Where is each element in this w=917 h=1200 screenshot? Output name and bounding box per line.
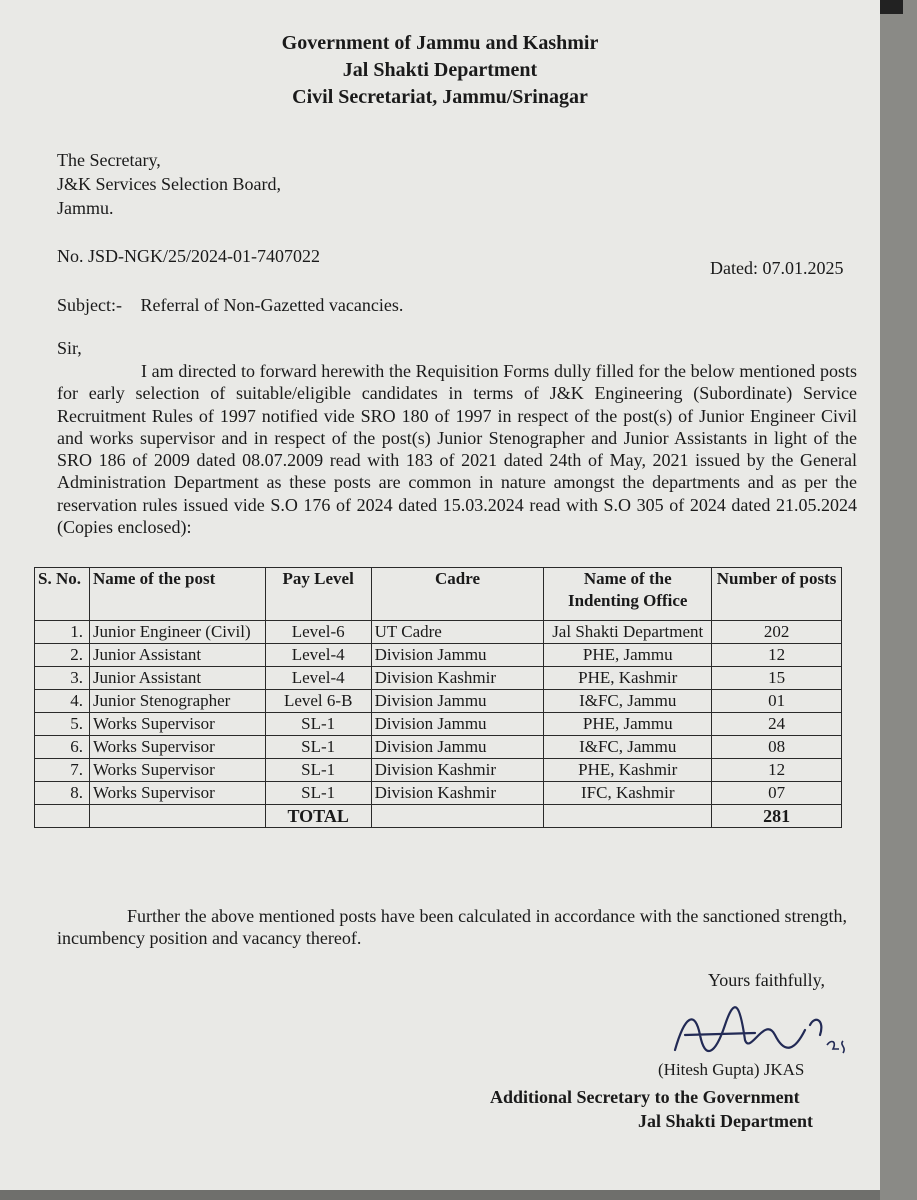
subject-text: Referral of Non-Gazetted vacancies.: [140, 295, 404, 315]
cell-sno: 2.: [35, 644, 90, 667]
cell-count: 12: [712, 644, 842, 667]
subject-line: [57, 295, 403, 316]
cell-cadre: Division Jammu: [371, 690, 544, 713]
cell-count: 08: [712, 736, 842, 759]
reference-number: No. JSD-NGK/25/2024-01-7407022: [57, 246, 320, 266]
cell-sno: 1.: [35, 621, 90, 644]
designation-block: [490, 1085, 840, 1133]
cell-cadre: Division Jammu: [371, 713, 544, 736]
cell-cadre: UT Cadre: [371, 621, 544, 644]
col-header-count: Number of posts: [712, 568, 842, 621]
table-row: [35, 782, 842, 805]
cell-sno: 3.: [35, 667, 90, 690]
letterhead-department: Jal Shakti Department: [342, 59, 538, 81]
cell-pay: Level-4: [265, 667, 371, 690]
cell-sno: 6.: [35, 736, 90, 759]
cell-office: Jal Shakti Department: [544, 621, 712, 644]
cell-office: PHE, Jammu: [544, 644, 712, 667]
cell-cadre: Division Kashmir: [371, 759, 544, 782]
cell-count: 202: [712, 621, 842, 644]
total-value: 281: [712, 805, 842, 828]
table-cell: [544, 805, 712, 828]
cell-count: 15: [712, 667, 842, 690]
signatory-name: (Hitesh Gupta) JKAS: [658, 1060, 805, 1079]
table-row: [35, 667, 842, 690]
table-row: [35, 621, 842, 644]
table-cell: [371, 805, 544, 828]
cell-cadre: Division Jammu: [371, 736, 544, 759]
table-cell: [89, 805, 265, 828]
cell-pay: SL-1: [265, 736, 371, 759]
cell-post: Works Supervisor: [89, 782, 265, 805]
cell-pay: SL-1: [265, 713, 371, 736]
col-header-pay: Pay Level: [265, 568, 371, 621]
letterhead-government: Government of Jammu and Kashmir: [281, 32, 599, 54]
cell-post: Works Supervisor: [89, 736, 265, 759]
cell-post: Junior Assistant: [89, 644, 265, 667]
cell-sno: 8.: [35, 782, 90, 805]
addressee-line: Jammu.: [57, 198, 114, 218]
cell-pay: SL-1: [265, 782, 371, 805]
cell-cadre: Division Jammu: [371, 644, 544, 667]
cell-office: PHE, Jammu: [544, 713, 712, 736]
col-header-office: Name of the Indenting Office: [544, 568, 712, 621]
cell-sno: 7.: [35, 759, 90, 782]
background-edge-mark: [880, 0, 903, 14]
cell-office: I&FC, Jammu: [544, 690, 712, 713]
cell-count: 12: [712, 759, 842, 782]
cell-post: Junior Assistant: [89, 667, 265, 690]
complimentary-close: Yours faithfully,: [708, 970, 826, 990]
posts-table: [34, 567, 842, 828]
table-row: [35, 713, 842, 736]
table-row: [35, 759, 842, 782]
addressee-line: The Secretary,: [57, 150, 161, 170]
designation-department: Jal Shakti Department: [638, 1111, 813, 1131]
table-row: [35, 690, 842, 713]
handwritten-signature: [655, 995, 855, 1070]
designation-title: Additional Secretary to the Government: [490, 1087, 800, 1107]
cell-count: 24: [712, 713, 842, 736]
cell-cadre: Division Kashmir: [371, 782, 544, 805]
total-label: TOTAL: [265, 805, 371, 828]
background-edge: [880, 0, 917, 1200]
table-row: [35, 736, 842, 759]
body-paragraph: I am directed to forward herewith the Requisition Forms dully filled for the below mentioned posts for early selection of suitable/eligible candidates in terms of J&K Engineering (Subordinate) Service Recruitment Rules of 1997 notified vide SRO 180 of 1997 in respect of the post(s) of Junior Engineer Civil and works supervisor and in respect of the post(s) Junior Stenographer and Junior Assistants in light of the SRO 186 of 2009 dated 08.07.2009 read with 183 of 2021 dated 24th of May, 2021 issued by the General Administration Department as these posts are common in nature amongst the departments and as per the reservation rules issued vide S.O 176 of 2024 dated 15.03.2024 read with S.O 305 of 2024 dated 21.05.2024 (Copies enclosed):: [57, 361, 857, 538]
letter-date: Dated: 07.01.2025: [710, 258, 844, 278]
table-header-row: [35, 568, 842, 621]
cell-office: PHE, Kashmir: [544, 759, 712, 782]
cell-office: PHE, Kashmir: [544, 667, 712, 690]
cell-sno: 5.: [35, 713, 90, 736]
cell-post: Junior Engineer (Civil): [89, 621, 265, 644]
cell-pay: Level-6: [265, 621, 371, 644]
cell-pay: SL-1: [265, 759, 371, 782]
table-row: [35, 644, 842, 667]
salutation: Sir,: [57, 338, 82, 358]
cell-post: Works Supervisor: [89, 713, 265, 736]
cell-pay: Level 6-B: [265, 690, 371, 713]
cell-count: 07: [712, 782, 842, 805]
table-cell: [35, 805, 90, 828]
addressee-line: J&K Services Selection Board,: [57, 174, 281, 194]
col-header-post: Name of the post: [89, 568, 265, 621]
cell-office: IFC, Kashmir: [544, 782, 712, 805]
letterhead-secretariat: Civil Secretariat, Jammu/Srinagar: [292, 86, 588, 108]
addressee-block: [57, 148, 281, 220]
letterhead: [0, 30, 880, 111]
cell-post: Works Supervisor: [89, 759, 265, 782]
closing-paragraph: Further the above mentioned posts have been calculated in accordance with the sanctioned strength, incumbency position and vacancy thereof.: [57, 906, 847, 948]
cell-office: I&FC, Jammu: [544, 736, 712, 759]
cell-count: 01: [712, 690, 842, 713]
cell-post: Junior Stenographer: [89, 690, 265, 713]
cell-pay: Level-4: [265, 644, 371, 667]
subject-label: Subject:-: [57, 295, 122, 315]
total-row: [35, 805, 842, 828]
cell-sno: 4.: [35, 690, 90, 713]
cell-cadre: Division Kashmir: [371, 667, 544, 690]
col-header-sno: S. No.: [35, 568, 90, 621]
col-header-cadre: Cadre: [371, 568, 544, 621]
